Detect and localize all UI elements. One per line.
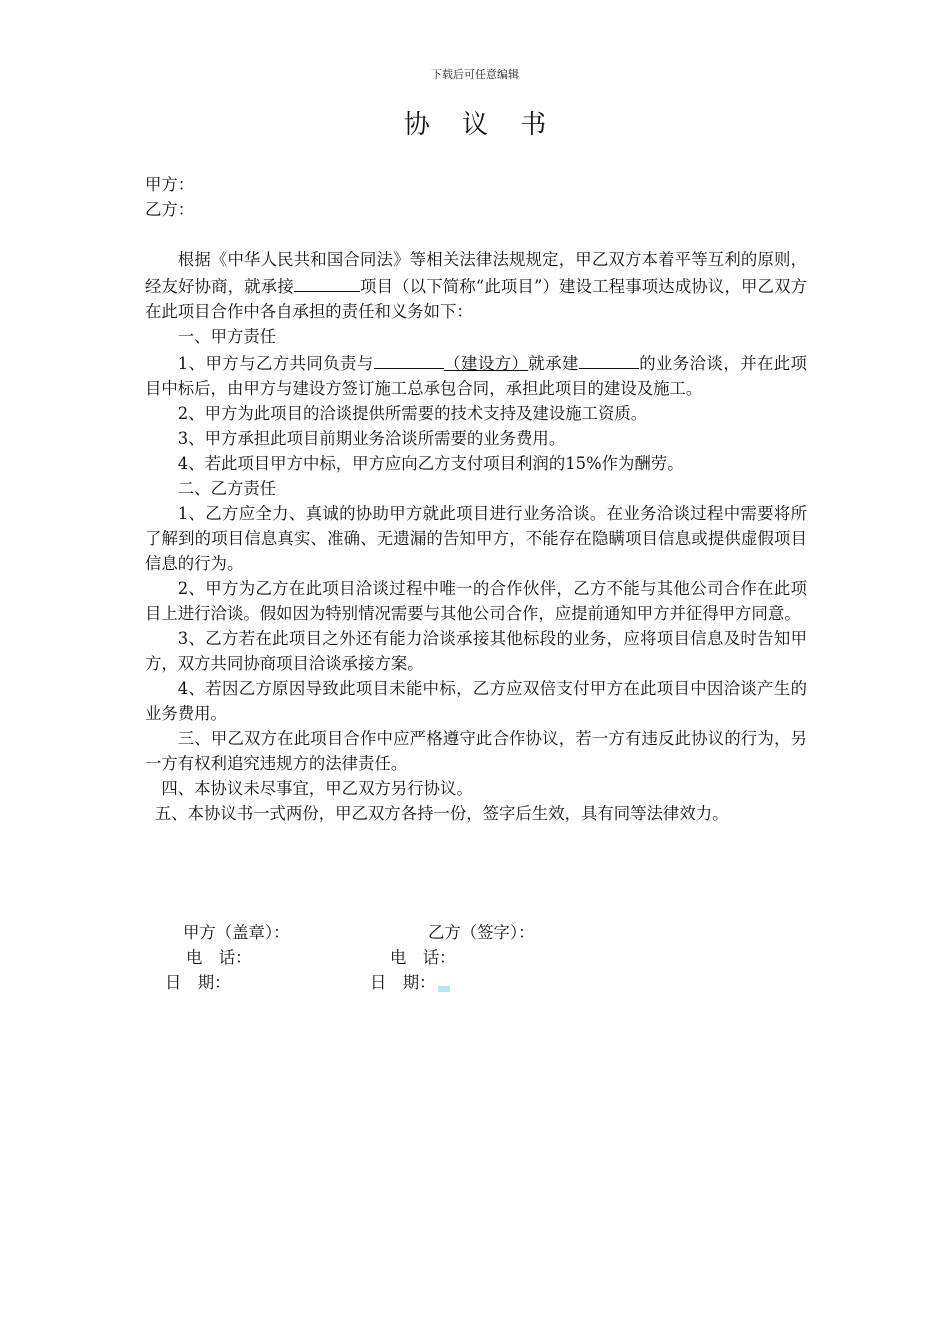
spacer [145, 222, 807, 247]
highlight-mark [438, 986, 450, 992]
party-a-seal-label: 甲方（盖章）： [183, 923, 290, 942]
party-a-label: 甲方： [145, 175, 195, 194]
intro-paragraph [145, 247, 807, 324]
section-2-item-4: 4、若因乙方原因导致此项目未能中标，乙方应双倍支付甲方在此项目中因洽谈产生的业务费用。 [145, 679, 807, 723]
section-3: 三、甲乙双方在此项目合作中应严格遵守此合作协议，若一方有违反此协议的行为，另一方有权利追究违规方的法律责任。 [145, 729, 807, 773]
header-note: 下载后可任意编辑 [431, 68, 519, 81]
section-2-heading: 二、乙方责任 [177, 479, 277, 498]
party-a-phone-label: 电 话： [186, 948, 252, 967]
party-b-date-label [370, 970, 450, 995]
party-b-phone-label: 电 话： [390, 948, 456, 967]
section-2-item-1: 1、乙方应全力、真诚的协助甲方就此项目进行业务洽谈。在业务洽谈过程中需要将所了解到的项目信息真实、准确、无遗漏的告知甲方，不能存在隐瞒项目信息或提供虚假项目信息的行为。 [145, 504, 807, 573]
section-1-item-4: 4、若此项目甲方中标，甲方应向乙方支付项目利润的15%作为酬劳。 [177, 454, 684, 473]
section-1-item-1-text-b: 就承建 [528, 354, 579, 373]
section-5: 五、本协议书一式两份，甲乙双方各持一份，签字后生效，具有同等法律效力。 [154, 804, 729, 823]
builder-label: （建设方） [443, 354, 529, 373]
section-1-item-3: 3、甲方承担此项目前期业务洽谈所需要的业务费用。 [177, 429, 566, 448]
section-1-item-1 [145, 349, 807, 401]
document-title: 协 议 书 [403, 110, 559, 140]
intro-text-2: 项目（以下简称“此项目”）建设工程事项达成协议，甲乙双方在此项目合作中各自承担的责任和义务如下： [145, 277, 807, 321]
party-b-date-text: 日 期： [370, 973, 436, 992]
intro-text-1: 根据《中华人民共和国合同法》等相关法律法规规定，甲乙双方本着平等互利的原则，经友好协商，就承接 [145, 250, 807, 296]
section-1-heading: 一、甲方责任 [177, 327, 277, 346]
project-name-blank [294, 272, 360, 292]
section-2-item-3: 3、乙方若在此项目之外还有能力洽谈承接其他标段的业务，应将项目信息及时告知甲方，双方共同协商项目洽谈承接方案。 [145, 629, 807, 673]
section-1-item-1-text-c: 的业务洽谈，并在此项目中标后，由甲方与建设方签订施工总承包合同，承担此项目的建设及施工。 [145, 354, 808, 398]
section-4: 四、本协议未尽事宜，甲乙双方另行协议。 [161, 779, 473, 798]
section-1-item-1-text-a: 1、甲方与乙方共同负责与 [177, 354, 374, 373]
contract-blank [579, 349, 639, 369]
builder-blank [374, 349, 444, 369]
party-b-label: 乙方： [145, 200, 195, 219]
party-a-date-label: 日 期： [165, 973, 231, 992]
agreement-body [145, 172, 807, 826]
section-1-item-2: 2、甲方为此项目的洽谈提供所需要的技术支持及建设施工资质。 [177, 404, 648, 423]
party-b-sign-label: 乙方（签字）： [428, 923, 535, 942]
section-2-item-2: 2、甲方为乙方在此项目洽谈过程中唯一的合作伙伴，乙方不能与其他公司合作在此项目上进行洽谈。假如因为特别情况需要与其他公司合作，应提前通知甲方并征得甲方同意。 [145, 579, 807, 623]
